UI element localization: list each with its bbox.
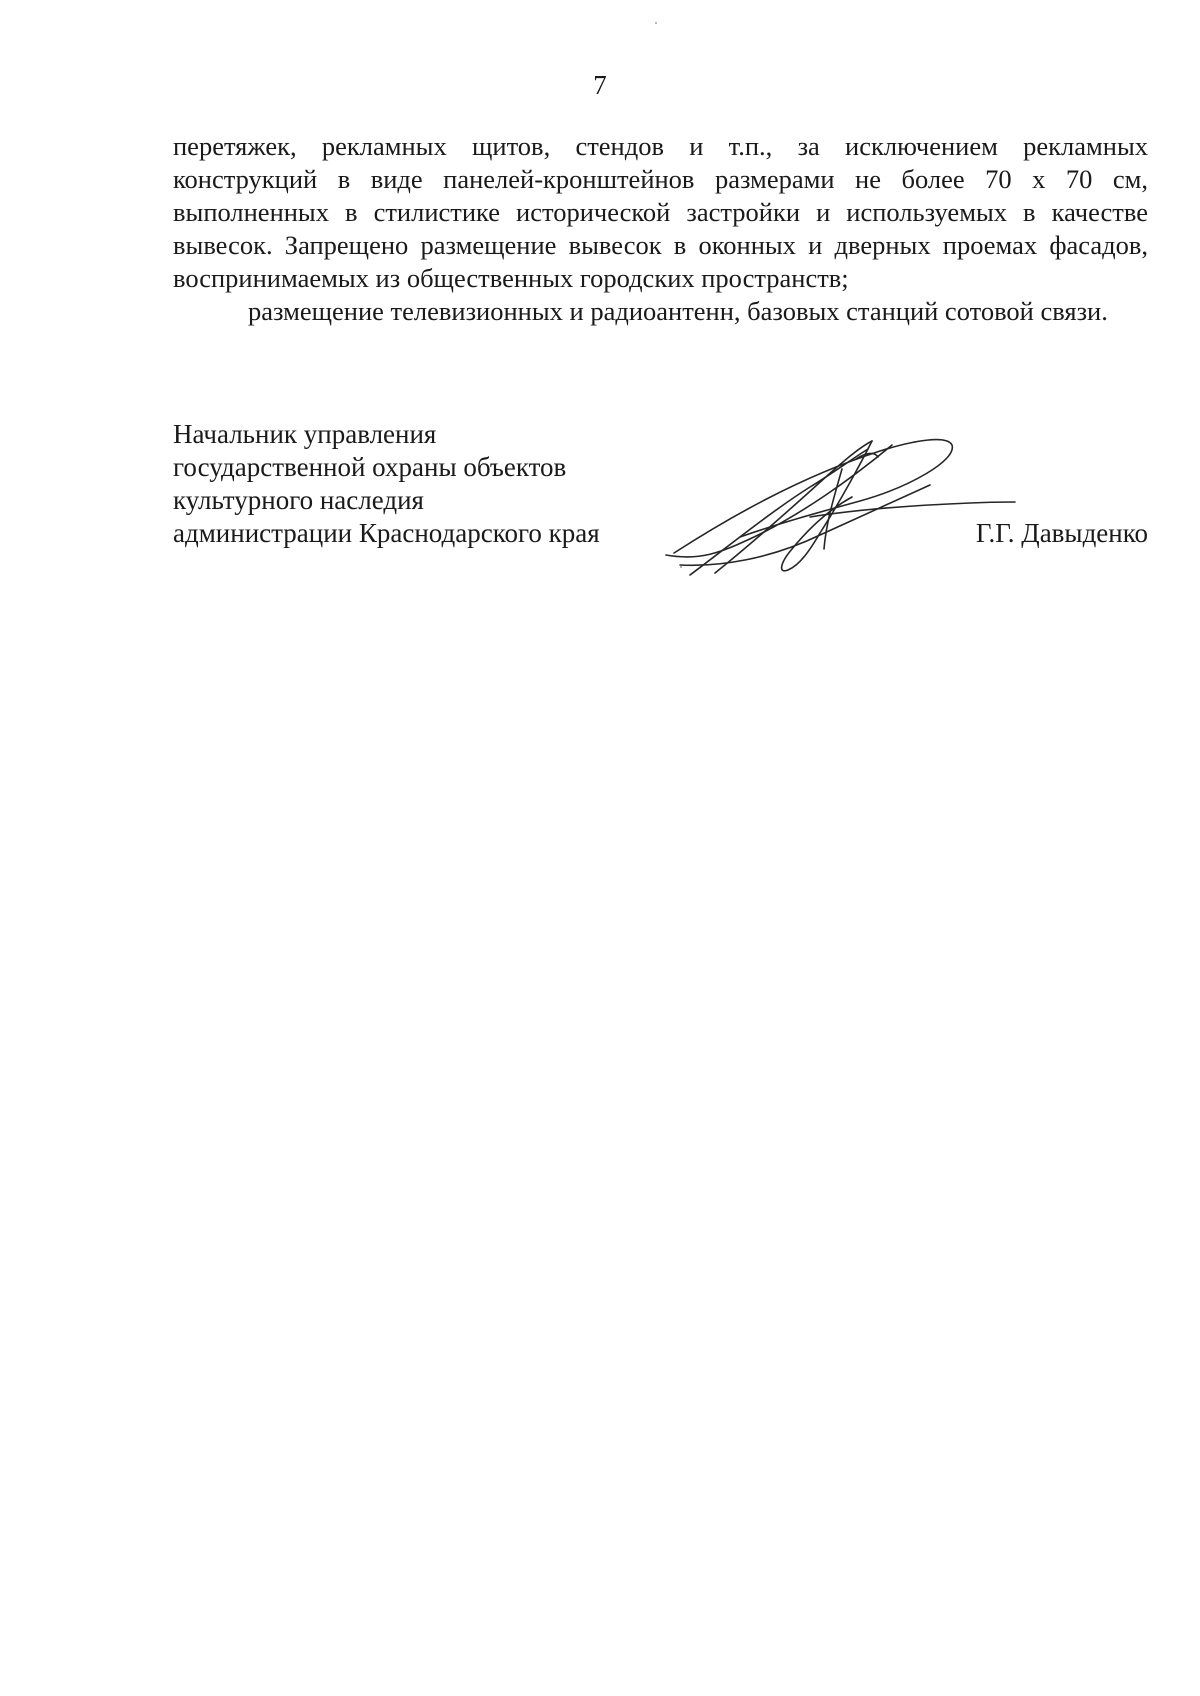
scan-artifact (680, 566, 682, 568)
signer-position-line: государственной охраны объектов (173, 452, 567, 482)
signer-position-line: Начальник управления (173, 419, 437, 449)
scan-artifact (655, 22, 657, 24)
signature-stroke (782, 441, 872, 571)
handwritten-signature (660, 425, 1020, 580)
paragraph: размещение телевизионных и радиоантенн, базовых станций сотовой связи. (248, 296, 1108, 326)
signer-position-line: администрации Краснодарского края (173, 518, 600, 548)
page-number: 7 (593, 70, 607, 100)
signature-stroke (715, 441, 872, 573)
body-text (173, 130, 1148, 328)
signer-position (173, 418, 600, 550)
paragraph: перетяжек, рекламных щитов, стендов и т.п., за исключением рекламных конструкций в виде панелей-кронштейнов размерами не более 70 х 70 см, выполненных в стилистике исторической застройки и используемых в качестве вывесок. Запрещено размещение вывесок в оконных и дверных проемах фасадов, воспринимаемых из общественных городских пространств; (173, 131, 1148, 293)
signer-name: Г.Г. Давыденко (975, 518, 1148, 548)
signer-position-line: культурного наследия (173, 485, 424, 515)
signature-stroke (674, 440, 952, 553)
